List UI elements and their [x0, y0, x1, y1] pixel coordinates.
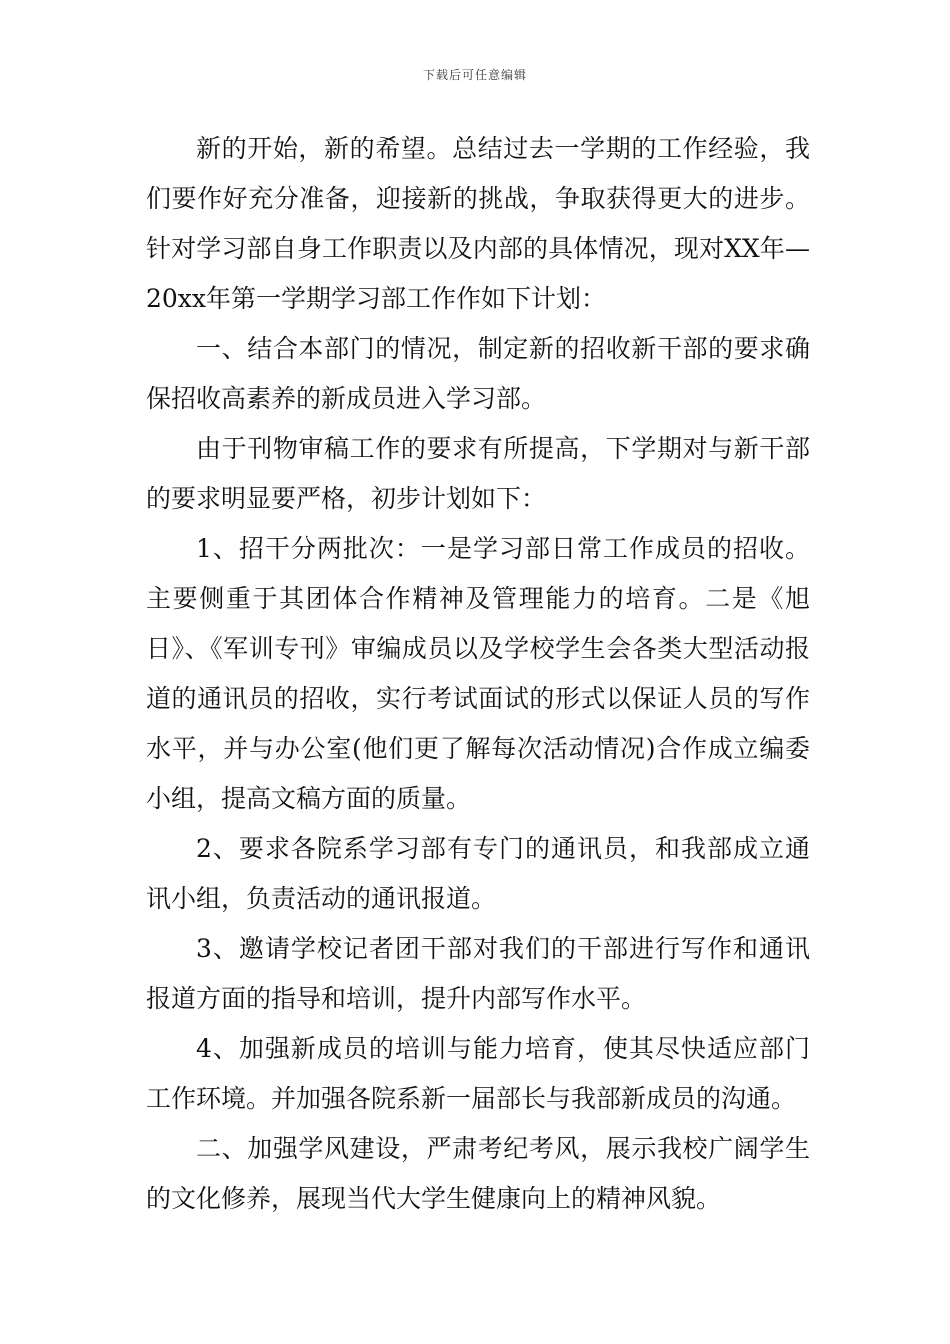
paragraph-item-2: 2、要求各院系学习部有专门的通讯员，和我部成立通讯小组，负责活动的通讯报道。: [146, 834, 810, 913]
paragraph-item-3: 3、邀请学校记者团干部对我们的干部进行写作和通讯报道方面的指导和培训，提升内部写作水平。: [146, 934, 810, 1013]
paragraph-section-1: 一、结合本部门的情况，制定新的招收新干部的要求确保招收高素养的新成员进入学习部。: [146, 334, 810, 413]
paragraph-item-1: 1、招干分两批次：一是学习部日常工作成员的招收。主要侧重于其团体合作精神及管理能力的培育。二是《旭日》、《军训专刊》审编成员以及学校学生会各类大型活动报道的通讯员的招收，实行考试面试的形式以保证人员的写作水平，并与办公室(他们更了解每次活动情况)合作成立编委小组，提高文稿方面的质量。: [146, 534, 810, 813]
paragraph-item-4: 4、加强新成员的培训与能力培育，使其尽快适应部门工作环境。并加强各院系新一届部长与我部新成员的沟通。: [146, 1034, 810, 1113]
paragraph-plan-intro: 由于刊物审稿工作的要求有所提高，下学期对与新干部的要求明显要严格，初步计划如下：: [146, 434, 810, 513]
document-body: [146, 124, 810, 1224]
paragraph-section-2: 二、加强学风建设，严肃考纪考风，展示我校广阔学生的文化修养，展现当代大学生健康向上的精神风貌。: [146, 1134, 810, 1213]
paragraph-intro: 新的开始，新的希望。总结过去一学期的工作经验，我们要作好充分准备，迎接新的挑战，争取获得更大的进步。针对学习部自身工作职责以及内部的具体情况，现对XX年—20xx年第一学期学习部工作作如下计划：: [146, 134, 810, 313]
header-note: 下载后可任意编辑: [422, 68, 527, 82]
